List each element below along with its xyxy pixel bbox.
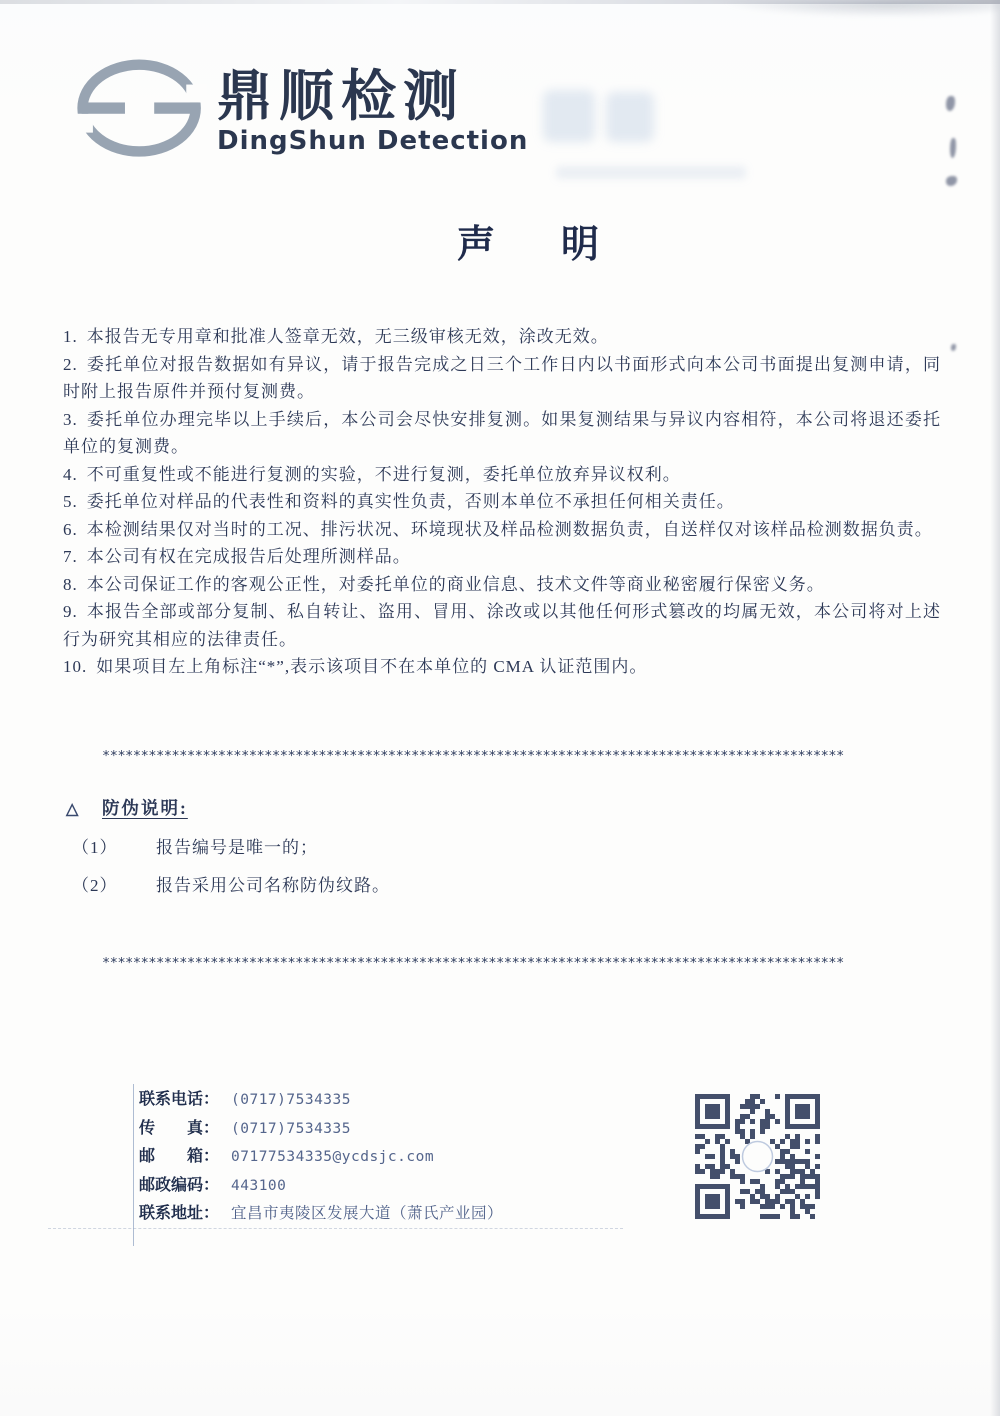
statement-text: 本公司保证工作的客观公正性，对委托单位的商业信息、技术文件等商业秘密履行保密义务。: [86, 574, 825, 594]
statement-text: 本报告全部或部分复制、私自转让、盗用、冒用、涂改或以其他任何形式篡改的均属无效，本公司将对上述行为研究其相应的法律责任。: [63, 602, 941, 649]
company-header: [75, 58, 528, 162]
qr-code: [695, 1094, 820, 1219]
triangle-icon: △: [66, 801, 79, 818]
statement-item: [63, 653, 941, 681]
statement-item: [63, 488, 941, 516]
statement-item: [63, 323, 941, 351]
statement-item: [63, 351, 941, 406]
statement-number: 2.: [63, 354, 78, 374]
company-name-cn: 鼎顺检测: [217, 64, 466, 128]
antifake-item: [66, 871, 390, 896]
contact-label: 邮 箱：: [139, 1148, 220, 1166]
statement-text: 本检测结果仅对当时的工况、排污状况、环境现状及样品检测数据负责，自送样仅对该样品检测数据负责。: [86, 519, 933, 539]
fold-mark-horizontal: [48, 1228, 623, 1229]
scan-shadow: [720, 2, 1000, 18]
statement-number: 1.: [63, 327, 78, 346]
asterisk-separator: ************************************************************************************************: [102, 955, 844, 971]
contact-label: 联系电话：: [139, 1091, 220, 1108]
ink-bleedthrough: [606, 92, 654, 142]
antifake-item: [66, 833, 390, 858]
statement-item: [63, 461, 941, 489]
contact-label: 传 真：: [139, 1119, 220, 1137]
statement-item: [63, 406, 941, 461]
company-name-block: [217, 66, 528, 154]
contact-value: 宜昌市夷陵区发展大道（萧氏产业园）: [231, 1205, 504, 1223]
asterisk-separator: ************************************************************************************************: [102, 748, 844, 764]
statement-number: 3.: [63, 409, 78, 429]
statement-item: [63, 516, 941, 544]
contact-value: (0717)7534335: [231, 1120, 351, 1137]
statement-number: 8.: [63, 574, 78, 594]
company-name-en: DingShun Detection: [217, 126, 529, 156]
statement-text: 委托单位对报告数据如有异议，请于报告完成之日三个工作日内以书面形式向本公司书面提出复测申请，同时附上报告原件并预付复测费。: [63, 354, 941, 401]
ink-bleedthrough: [556, 166, 746, 179]
statement-text: 委托单位对样品的代表性和资料的真实性负责，否则本单位不承担任何相关责任。: [86, 492, 735, 511]
statement-item: [63, 571, 941, 599]
contact-label: 联系地址：: [139, 1205, 220, 1223]
statement-item: [63, 543, 941, 571]
statement-text: 本报告无专用章和批准人签章无效，无三级审核无效，涂改无效。: [86, 327, 609, 346]
contact-value: (0717)7534335: [231, 1092, 351, 1108]
ink-smudge: [950, 138, 956, 158]
statement-number: 10.: [63, 657, 88, 676]
ink-smudge: [946, 176, 957, 186]
antifake-item-number: （1）: [72, 838, 118, 857]
statement-text: 委托单位办理完毕以上手续后，本公司会尽快安排复测。如果复测结果与异议内容相符，本公司将退还委托单位的复测费。: [63, 409, 941, 456]
contact-value: 443100: [231, 1177, 287, 1194]
statement-number: 7.: [63, 547, 78, 566]
antifake-item-text: 报告采用公司名称防伪纹路。: [156, 876, 390, 895]
statement-number: 5.: [63, 492, 78, 511]
fold-mark-vertical: [133, 1084, 134, 1246]
contact-block: [130, 1086, 930, 1229]
antifake-item-number: （2）: [72, 876, 118, 895]
statement-item: [63, 598, 941, 653]
company-logo-icon: [75, 58, 207, 162]
statement-text: 不可重复性或不能进行复测的实验，不进行复测，委托单位放弃异议权利。: [86, 464, 681, 484]
antifake-heading-row: [66, 795, 390, 820]
ink-bleedthrough: [543, 90, 595, 142]
contact-label: 邮政编码：: [139, 1176, 220, 1194]
antifake-heading: 防伪说明:: [102, 798, 188, 818]
antifake-section: [66, 795, 390, 896]
ink-smudge: [951, 344, 956, 351]
statement-list: [63, 323, 941, 681]
statement-number: 9.: [63, 602, 78, 621]
page-title: 声 明: [456, 224, 613, 266]
statement-text: 本公司有权在完成报告后处理所测样品。: [86, 547, 411, 566]
ink-smudge: [946, 96, 955, 111]
statement-number: 4.: [63, 464, 78, 484]
antifake-items: [66, 833, 390, 896]
statement-text: 如果项目左上角标注“*”,表示该项目不在本单位的 CMA 认证范围内。: [96, 657, 648, 676]
statement-number: 6.: [63, 519, 78, 539]
antifake-item-text: 报告编号是唯一的；: [156, 838, 318, 857]
contact-value: 07177534335@ycdsjc.com: [231, 1149, 435, 1166]
